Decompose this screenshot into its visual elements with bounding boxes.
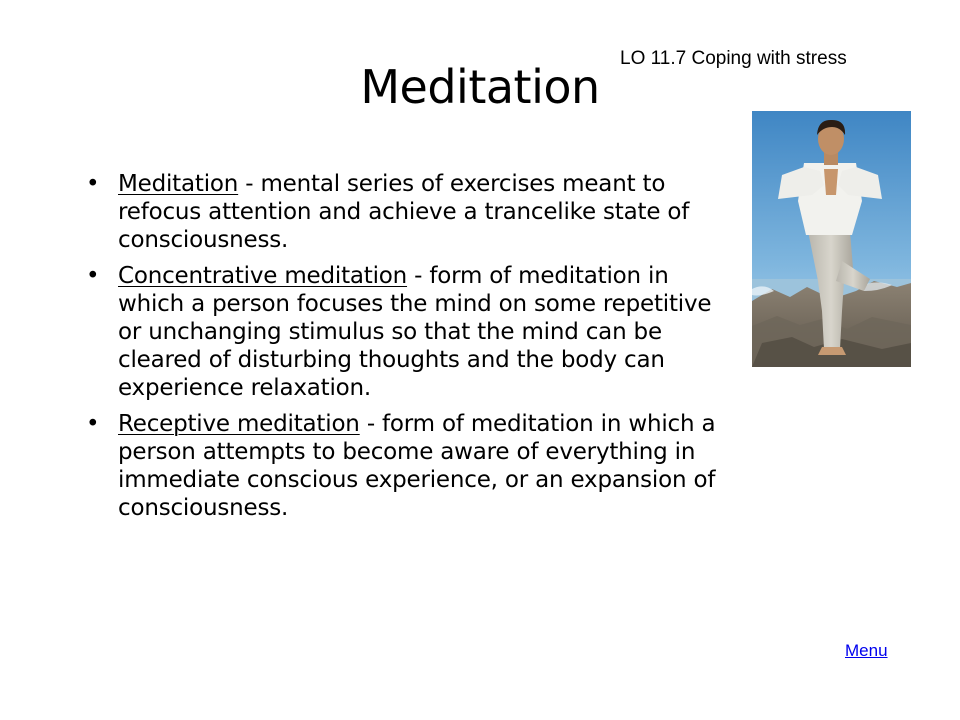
bullet-item-meditation: [80, 170, 740, 254]
menu-link[interactable]: Menu: [845, 641, 888, 660]
bullet-item-receptive: [80, 410, 740, 522]
bullet-dot-icon: •: [86, 411, 100, 437]
definition-receptive-meditation: - form of meditation in which a person attempts to become aware of everything in immediate conscious experience, or an expansion of consciousness.: [118, 411, 716, 521]
term-receptive-meditation: Receptive meditation: [118, 411, 360, 437]
definition-meditation: - mental series of exercises meant to refocus attention and achieve a trancelike state of consciousness.: [118, 171, 690, 253]
term-concentrative-meditation: Concentrative meditation: [118, 263, 408, 289]
definition-concentrative-meditation: - form of meditation in which a person focuses the mind on some repetitive or unchanging stimulus so that the mind can be cleared of disturbing thoughts and the body can experience relaxation.: [118, 263, 712, 401]
term-meditation: Meditation: [118, 171, 239, 197]
bullet-dot-icon: •: [86, 263, 100, 289]
bullet-list: [80, 170, 740, 530]
lo-label: LO 11.7 Coping with stress: [620, 48, 847, 69]
meditation-photo: [752, 111, 911, 367]
bullet-item-concentrative: [80, 262, 740, 402]
bullet-dot-icon: •: [86, 171, 100, 197]
slide-title: Meditation: [360, 60, 600, 114]
